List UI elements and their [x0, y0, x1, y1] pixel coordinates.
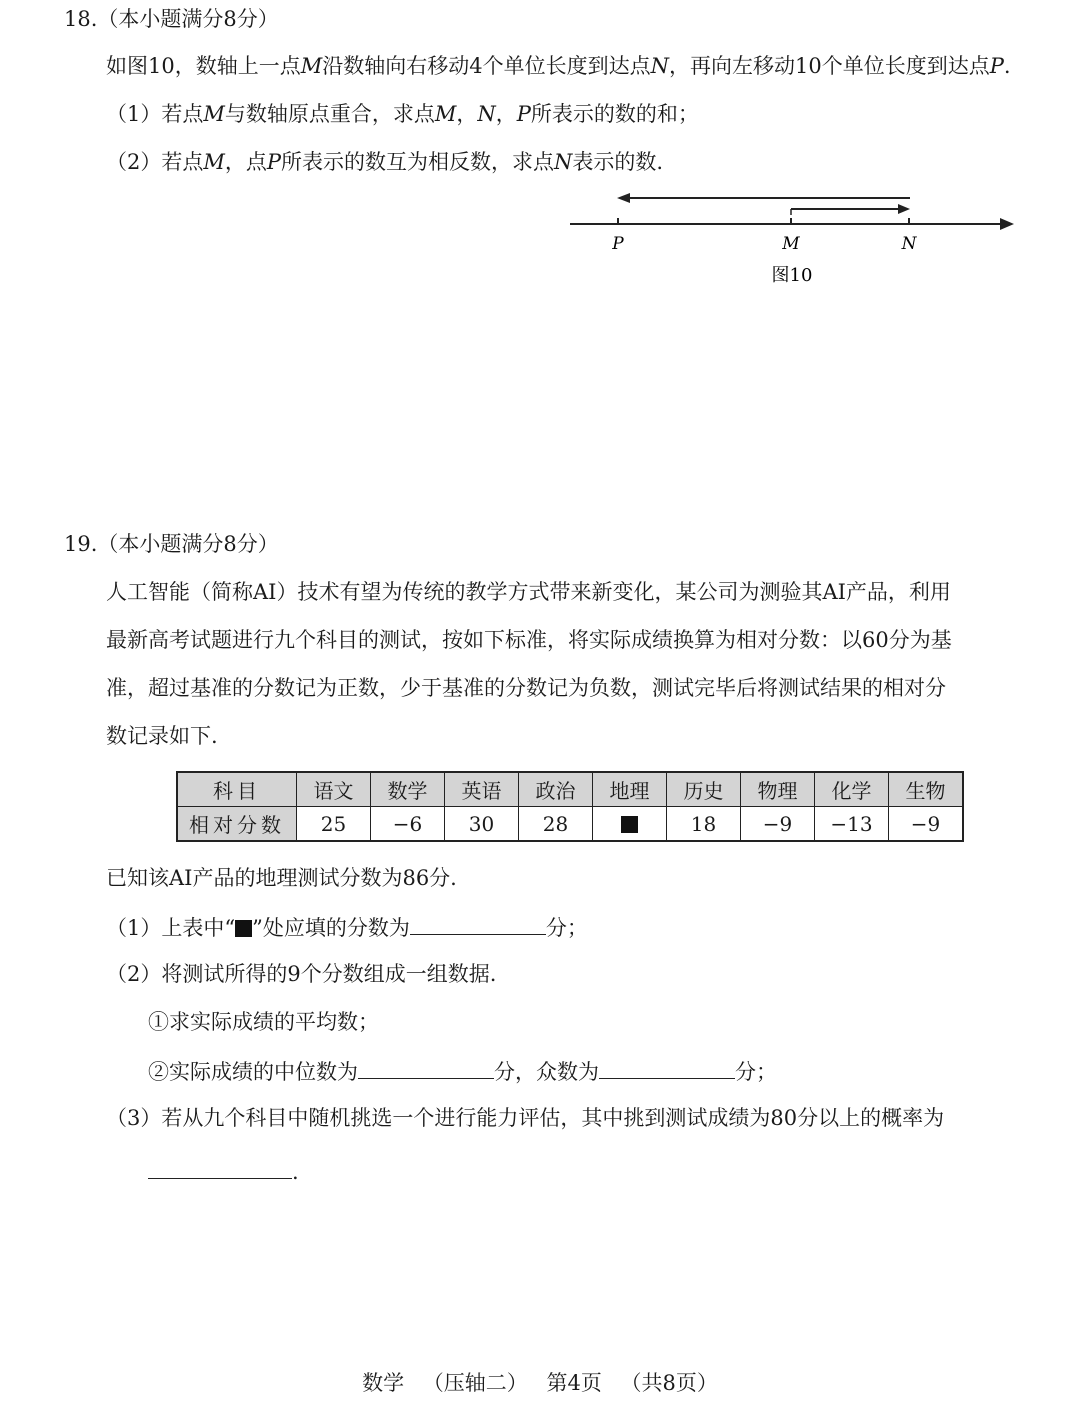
- table-cell-score: 18: [667, 807, 741, 842]
- answer-blank-1[interactable]: [410, 912, 546, 935]
- black-square-icon: [621, 816, 638, 833]
- q19-header: 19.（本小题满分8分）: [64, 532, 279, 556]
- q18-part-1: [106, 100, 699, 128]
- var-m: M: [203, 102, 225, 126]
- q19-para-line-2: 最新高考试题进行九个科目的测试，按如下标准，将实际成绩换算为相对分数：以60分为基: [106, 628, 952, 652]
- table-cell-subject: 生物: [889, 772, 964, 807]
- q19-p1-text-a: （1）上表中“: [106, 916, 236, 940]
- var-n: N: [554, 150, 573, 174]
- table-cell-score: −6: [371, 807, 445, 842]
- q19-p3-end: .: [292, 1160, 299, 1184]
- q19-part-2-i: ①求实际成绩的平均数；: [148, 1010, 379, 1034]
- q18-p2-text-a: （2）若点: [106, 150, 204, 174]
- table-row-subjects: [177, 772, 963, 807]
- relative-score-table: [176, 771, 964, 842]
- q19-para-line-4: 数记录如下.: [106, 724, 218, 748]
- var-p: P: [266, 150, 282, 174]
- q18-stem: [106, 52, 1011, 80]
- q18-part-2: [106, 148, 663, 176]
- q18-stem-text-d: .: [1003, 54, 1011, 78]
- table-cell-subject: 语文: [297, 772, 371, 807]
- table-cell-score: 30: [445, 807, 519, 842]
- q19-para-line-1: 人工智能（简称AI）技术有望为传统的教学方式带来新变化，某公司为测验其AI产品，利用: [106, 580, 951, 604]
- label-m: M: [782, 234, 800, 254]
- table-cell-subject: 英语: [445, 772, 519, 807]
- var-p: P: [516, 102, 531, 126]
- figure-caption: 图10: [771, 265, 813, 286]
- table-cell-score-hidden: [593, 807, 667, 842]
- q19-part-2-ii: [148, 1056, 777, 1086]
- table-cell-subject: 化学: [815, 772, 889, 807]
- var-m: M: [300, 54, 323, 78]
- answer-blank-median[interactable]: [358, 1056, 494, 1079]
- q18-stem-text-a: 如图10，数轴上一点: [106, 54, 301, 78]
- q19-known: 已知该AI产品的地理测试分数为86分.: [106, 866, 457, 890]
- table-cell-score: 25: [297, 807, 371, 842]
- q19-para-line-3: 准，超过基准的分数记为正数，少于基准的分数记为负数，测试完毕后将测试结果的相对分: [106, 676, 946, 700]
- q18-stem-text-b: 沿数轴向右移动4个单位长度到达点: [322, 54, 651, 78]
- table-cell-score: 28: [519, 807, 593, 842]
- page-footer: [0, 1367, 1080, 1397]
- q18-p1-text-e: 所表示的数的和；: [530, 102, 699, 126]
- q18-p2-text-d: 表示的数.: [572, 150, 664, 174]
- q19-p2ii-text-c: 分；: [735, 1060, 777, 1084]
- table-cell-subject: 数学: [371, 772, 445, 807]
- q19-part-3: （3）若从九个科目中随机挑选一个进行能力评估，其中挑到测试成绩为80分以上的概率为: [106, 1106, 945, 1130]
- footer-page: 第4页: [546, 1371, 602, 1395]
- var-p: P: [989, 54, 1004, 78]
- footer-paper: （压轴二）: [422, 1371, 528, 1395]
- q18-stem-text-c: ，再向左移动10个单位长度到达点: [669, 54, 990, 78]
- var-n: N: [650, 54, 669, 78]
- label-n: N: [901, 234, 917, 254]
- table-header-subject: 科目: [177, 772, 297, 807]
- answer-blank-mode[interactable]: [599, 1056, 735, 1079]
- table-cell-score: −9: [741, 807, 815, 842]
- q19-p1-text-b: ”处应填的分数为: [252, 916, 410, 940]
- axis-arrowhead: [1000, 218, 1014, 230]
- table-cell-subject: 地理: [593, 772, 667, 807]
- var-n: N: [477, 102, 496, 126]
- q19-part-1: [106, 912, 588, 942]
- q19-part-2: （2）将测试所得的9个分数组成一组数据.: [106, 962, 497, 986]
- q18-p1-text-b: 与数轴原点重合，求点: [224, 102, 435, 126]
- table-cell-score: −9: [889, 807, 964, 842]
- q18-p2-text-c: 所表示的数互为相反数，求点: [281, 150, 555, 174]
- table-cell-subject: 政治: [519, 772, 593, 807]
- q19-p2ii-text-b: 分，众数为: [494, 1060, 599, 1084]
- move-left-arrowhead: [617, 193, 630, 203]
- footer-total: （共8页）: [620, 1371, 718, 1395]
- q18-p1-text-a: （1）若点: [106, 102, 204, 126]
- var-m: M: [434, 102, 457, 126]
- footer-subject: 数学: [362, 1371, 405, 1395]
- q18-header: 18.（本小题满分8分）: [64, 7, 279, 31]
- q18-p1-text-d: ，: [495, 102, 517, 126]
- var-m: M: [203, 150, 225, 174]
- move-right-arrowhead: [898, 204, 910, 214]
- table-cell-score: −13: [815, 807, 889, 842]
- table-cell-subject: 历史: [667, 772, 741, 807]
- q19-p2ii-text-a: ②实际成绩的中位数为: [148, 1060, 358, 1084]
- black-square-icon: [235, 920, 252, 937]
- q19-part-3-answer: [148, 1156, 299, 1186]
- table-row-scores: [177, 807, 963, 842]
- answer-blank-probability[interactable]: [148, 1156, 292, 1179]
- q19-p1-text-c: 分；: [545, 916, 588, 940]
- label-p: P: [612, 234, 624, 254]
- table-cell-subject: 物理: [741, 772, 815, 807]
- number-line-figure: [560, 185, 1030, 295]
- q18-p2-text-b: ，点: [224, 150, 267, 174]
- table-header-relative-score: 相对分数: [177, 807, 297, 842]
- q18-p1-text-c: ，: [456, 102, 478, 126]
